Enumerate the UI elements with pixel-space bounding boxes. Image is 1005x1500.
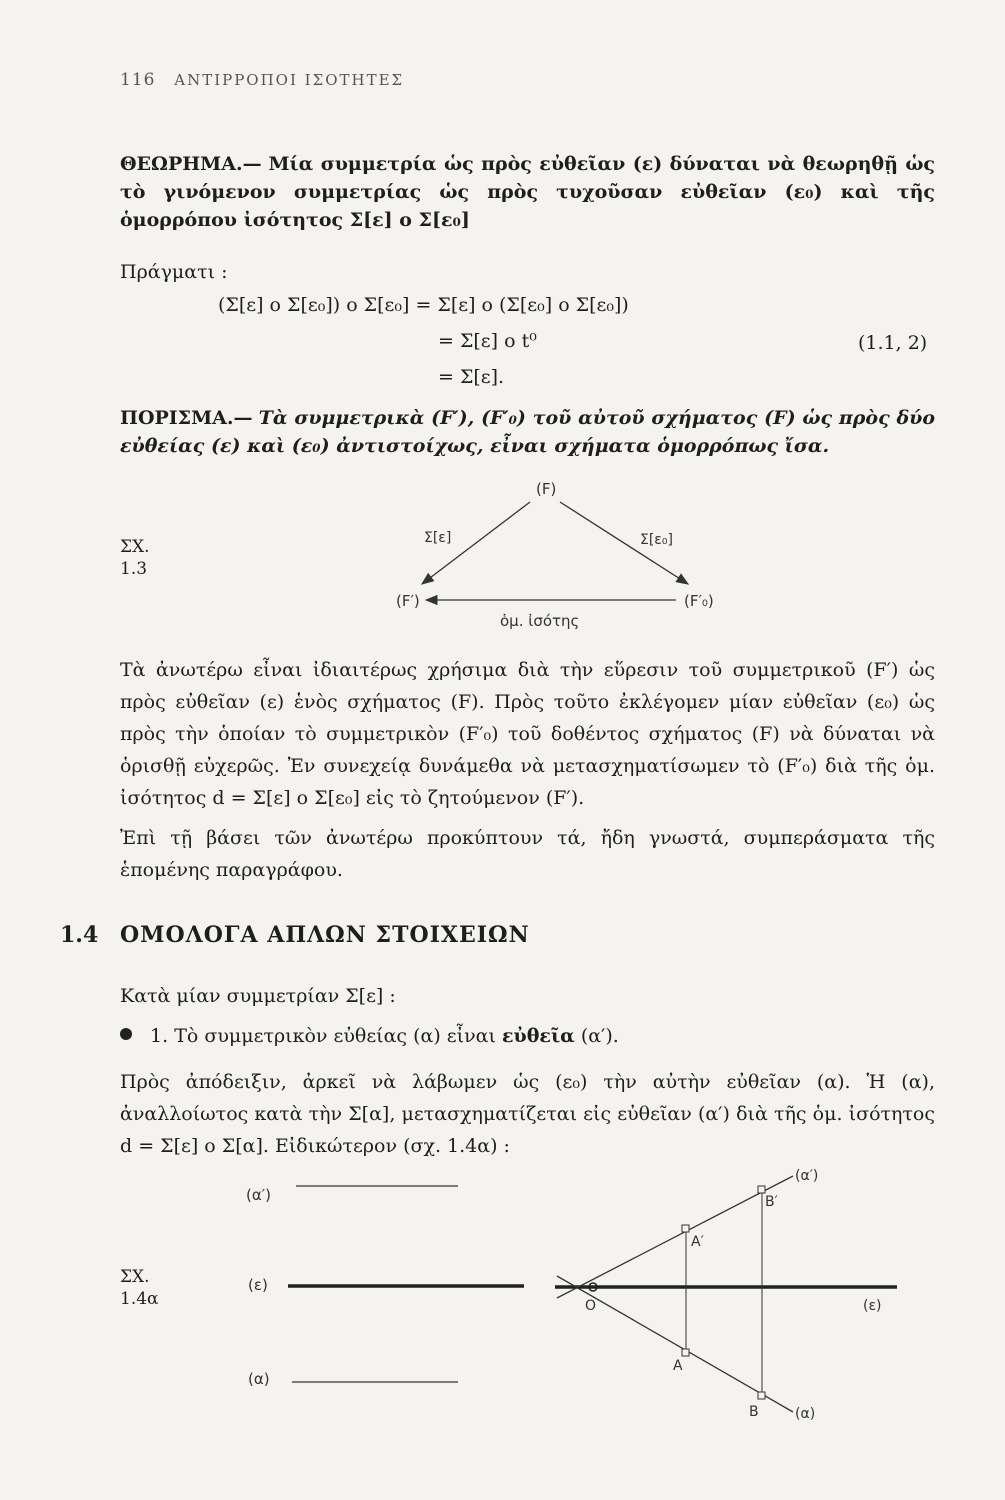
item-1-after: (α′).: [580, 1025, 619, 1047]
corollary-text: Τὰ συμμετρικὰ (F′), (F′₀) τοῦ αὐτοῦ σχήματος (F) ὡς πρὸς δύο εὐθείας (ε) καὶ (ε₀) ἀντιστοίχως, εἶναι σχήματα ὁμορρόπως ἴσα.: [120, 407, 935, 457]
fig13-label-line1: ΣΧ.: [120, 537, 150, 557]
fig13-node-F0-prime: (F′₀): [684, 592, 714, 610]
fig14-left-a-prime-label: (α′): [246, 1186, 271, 1204]
equation-line-2: = Σ[ε] ο t⁰: [438, 330, 537, 352]
item-1-text: Τὸ συμμετρικὸν εὐθείας (α) εἶναι: [174, 1025, 496, 1047]
equation-line-3: = Σ[ε].: [438, 366, 505, 388]
theorem: [120, 150, 935, 234]
fig13-label: [120, 536, 150, 580]
fig14-right-diagram: [545, 1160, 905, 1430]
page-number: 116: [120, 70, 156, 90]
fig14-point-A-prime: [682, 1225, 689, 1232]
item-1-bold: εὐθεῖα: [501, 1025, 575, 1047]
theorem-text: Μία συμμετρία ὡς πρὸς εὐθεῖαν (ε) δύναται νὰ θεωρηθῇ ὡς τὸ γινόμενον συμμετρίας ὡς πρὸς τυχοῦσαν εὐθεῖαν (ε₀) καὶ τῆς ὁμορρόπου ἰσότητος Σ[ε] ο Σ[ε₀]: [120, 153, 935, 231]
fig14-B-prime-label: B′: [765, 1194, 778, 1210]
fig13-diagram: [360, 474, 720, 634]
fig14-point-A: [682, 1349, 689, 1356]
item-1-number: 1.: [150, 1025, 169, 1047]
running-header: [120, 70, 404, 90]
fig14-left-e-label: (ε): [248, 1276, 268, 1294]
fig13-bottom-label: ὁμ. ἰσότης: [500, 612, 580, 630]
fig13-node-F: (F): [536, 480, 557, 498]
item-1: [120, 1022, 935, 1050]
fig13-node-F-prime: (F′): [396, 592, 420, 610]
fig14-a-prime-line: [557, 1176, 793, 1298]
paragraph-3: Πρὸς ἀπόδειξιν, ἀρκεῖ νὰ λάβωμεν ὡς (ε₀) τὴν αὐτὴν εὐθεῖαν (α). Ἡ (α), ἀναλλοίωτος κατὰ τὴν Σ[α], μετασχηματίζεται εἰς εὐθεῖαν (α′) διὰ τῆς ὁμ. ἰσότητος d = Σ[ε] ο Σ[α]. Εἰδικώτερον (σχ. 1.4α) :: [120, 1071, 935, 1157]
bullet-icon: [120, 1028, 132, 1040]
equation-line-1: (Σ[ε] ο Σ[ε₀]) ο Σ[ε₀] = Σ[ε] ο (Σ[ε₀] ο Σ[ε₀]): [218, 294, 629, 316]
fig14-left-diagram: [240, 1176, 540, 1406]
fig14-label-line1: ΣΧ.: [120, 1267, 150, 1287]
fig13-edge-left-label: Σ[ε]: [424, 530, 452, 546]
fig14-point-B-prime: [758, 1186, 765, 1193]
paragraph-1: Τὰ ἀνωτέρω εἶναι ἰδιαιτέρως χρήσιμα διὰ τὴν εὕρεσιν τοῦ συμμετρικοῦ (F′) ὡς πρὸς εὐθεῖαν (ε) ἑνὸς σχήματος (F). Πρὸς τοῦτο ἐκλέγομεν μίαν εὐθεῖαν (ε₀) ὡς πρὸς τὴν ὁποίαν τὸ συμμετρικὸν (F′₀) τοῦ δοθέντος σχήματος (F) νὰ δύναται νὰ ὁρισθῇ εὐχερῶς. Ἐν συνεχείᾳ δυνάμεθα νὰ μετασχηματίσωμεν τὸ (F′₀) διὰ τῆς ὁμ. ἰσότητος d = Σ[ε] ο Σ[ε₀] εἰς τὸ ζητούμενον (F′).: [120, 659, 935, 809]
equation-reference: (1.1, 2): [858, 332, 928, 354]
paragraph-2: Ἐπὶ τῇ βάσει τῶν ἀνωτέρω προκύπτουν τά, ἤδη γνωστά, συμπεράσματα τῆς ἑπομένης παραγράφου.: [120, 827, 935, 881]
fig13-label-line2: 1.3: [120, 559, 148, 579]
section-intro: Κατὰ μίαν συμμετρίαν Σ[ε] :: [120, 985, 396, 1007]
fig14-A-label: A: [673, 1358, 683, 1374]
fig14-right-e-label: (ε): [863, 1298, 882, 1314]
fig13-edge-right-label: Σ[ε₀]: [640, 532, 673, 548]
proof-intro: Πράγματι :: [120, 261, 228, 283]
fig14-O-label: O: [585, 1298, 597, 1314]
corollary: [120, 404, 935, 460]
fig14-A-prime-label: A′: [691, 1234, 704, 1250]
running-title: ΑΝΤΙΡΡΟΠΟΙ ΙΣΟΤΗΤΕΣ: [174, 71, 405, 89]
fig14-point-B: [758, 1392, 765, 1399]
fig14-right-a-label: (α): [795, 1406, 816, 1422]
fig14-B-label: B: [749, 1404, 759, 1420]
fig14-label: [120, 1266, 159, 1310]
fig14-label-line2: 1.4α: [120, 1289, 159, 1309]
section-number: 1.4: [60, 922, 99, 948]
section-title: ΟΜΟΛΟΓΑ ΑΠΛΩΝ ΣΤΟΙΧΕΙΩΝ: [120, 922, 530, 948]
corollary-label: ΠΟΡΙΣΜΑ.—: [120, 407, 253, 429]
fig14-right-a-prime-label: (α′): [795, 1168, 819, 1184]
theorem-label: ΘΕΩΡΗΜΑ.—: [120, 153, 262, 175]
fig14-left-a-label: (α): [248, 1370, 270, 1388]
